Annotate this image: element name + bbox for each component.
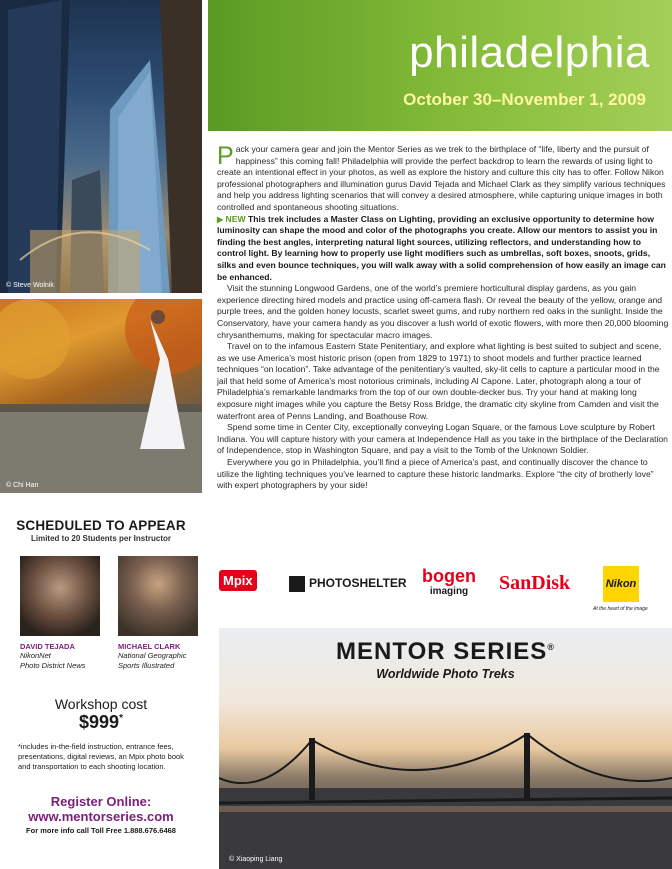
drop-cap: P	[217, 142, 234, 170]
schedule-heading: SCHEDULED TO APPEAR	[16, 518, 186, 533]
article-paragraph: Everywhere you go in Philadelphia, you’ll find a piece of America’s past, and continually discover the chance to utilize the lighting techniques you’ve learned to capture these historic landmarks. Explore “the city of brotherly love” with expert photographers by your side!	[217, 457, 654, 491]
nikon-tagline: At the heart of the image	[593, 606, 648, 612]
paragraph-text: This trek includes a Master Class on Lighting, providing an exclusive opportunity to determine how luminosity can shape the mood and color of the photographs you create. Allow our mentors to assist you in finding the best angles, interpreting natural light sources, utilizing reflectors, and understanding how to control light. By learning how to properly use light modifiers such as umbrellas, soft boxes, snoots, grids, silks and even bounce techniques, you will walk away with a solid comprehension of how easily an image can be enhanced.	[217, 213, 666, 282]
register-phone: For more info call Toll Free 1.888.676.6468	[26, 826, 176, 835]
article-paragraph: Spend some time in Center City, exceptionally conveying Logan Square, or the famous Love sculpture by Robert Indiana. You will capture history with your camera at Independence Hall as you take in the birthplace of the Declaration of Independence, stop in Washington Square, and pay a visit to the Tomb of the Unknown Soldier.	[217, 422, 668, 456]
mentor-series-photo	[219, 628, 672, 869]
instructor-name: DAVID TEJADA	[20, 642, 75, 651]
cost-section	[0, 696, 202, 733]
instructor-name: MICHAEL CLARK	[118, 642, 181, 651]
price-asterisk: *	[119, 713, 123, 724]
photoshelter-logo	[289, 576, 407, 592]
register-section	[0, 794, 202, 835]
mpix-logo: Mpix	[219, 570, 257, 591]
cost-label: Workshop cost	[54, 696, 148, 712]
instructor-photo	[118, 556, 198, 636]
instructor-photo	[20, 556, 100, 636]
price-value: $999	[79, 712, 120, 732]
instructor-affiliation: Sports Illustrated	[118, 661, 175, 670]
city-skyline-photo	[0, 0, 202, 293]
mentor-series-title	[219, 638, 672, 666]
article-body	[217, 144, 669, 492]
play-arrow-icon: ▶	[217, 214, 224, 224]
mentor-series-subtitle: Worldwide Photo Treks	[376, 667, 515, 681]
city-title: philadelphia	[409, 28, 650, 77]
sandisk-logo: SanDisk	[499, 572, 571, 594]
event-dates: October 30–November 1, 2009	[403, 90, 646, 109]
cost-fine-print: *includes in-the-field instruction, entrance fees, presentations, digital reviews, an Mpix photo book and transportation to each shooting location.	[18, 742, 184, 771]
sponsor-logos	[219, 562, 669, 618]
bogen-logo	[422, 568, 476, 600]
bride-photo	[0, 299, 202, 493]
new-badge: NEW	[225, 213, 246, 224]
article-paragraph: Visit the stunning Longwood Gardens, one of the world’s premiere horticultural display gardens, as you gain experience directing hired models and practice using off-camera flash. Or reveal the beauty of the yellow, orange and purple trees, and the golden honey locusts, scarlet sweet gums, and ruby northern red oaks in the sunlight. Inside the Conservatory, have your camera handy as you discover a lush world of exotic flowers, with more then 20,000 blooming chrysanthemums, making for spectacular macro images.	[217, 283, 669, 340]
article-paragraph-new	[217, 214, 669, 284]
nikon-logo: Nikon	[603, 566, 639, 602]
article-paragraph: Travel on to the infamous Eastern State Penitentiary, and explore what lighting is best suited to subject and scene, as we use America’s most historic prison (open from 1829 to 1971) to shoot models and further practice learned techniques “on location”. Take advantage of the penitentiary’s vaulted, sky-lit cells to capture a particular mood in the jail that held some of America’s most notorious criminals, including Al Capone. Later, photograph along a tour of Philadelphia’s remarkable landmarks from the top of our own double-decker bus. Try your hand at making long exposure night images while you capture the Betsy Ross Bridge, the dramatic city skyline from Camden and visit the waterfront area of Penns Landing, and Boathouse Row.	[217, 341, 662, 421]
instructor-card	[118, 556, 208, 671]
instructor-affiliation: National Geographic	[118, 651, 187, 660]
photoshelter-mark-icon	[289, 576, 305, 592]
header-banner	[208, 0, 672, 131]
register-label: Register Online:	[50, 794, 152, 809]
paragraph-text: ack your camera gear and join the Mentor Series as we trek to the birthplace of “life, liberty and the pursuit of happiness” this coming fall! Philadelphia will provide the perfect backdrop to learn the rewards of using light to create an intentional effect in your photos, as well as explore the history and culture this city has to offer. Follow Nikon professional photographers and illumination gurus David Tejada and Michael Clark as they simplify various techniques and help you address lighting scenarios that will convey a desired atmosphere, while capturing unique images in both controlled and spontaneous shooting situations.	[217, 144, 666, 212]
cost-price	[0, 712, 202, 733]
skyscraper-illustration	[0, 0, 202, 293]
instructor-affiliation: NikonNet	[20, 651, 51, 660]
schedule-limit: Limited to 20 Students per Instructor	[30, 534, 171, 543]
bride-illustration	[0, 299, 202, 493]
bogen-text: bogen	[422, 566, 476, 586]
left-column	[0, 0, 202, 869]
mentor-title-text: MENTOR SERIES	[336, 638, 548, 665]
photo-credit: © Chi Han	[6, 482, 39, 489]
registered-mark: ®	[547, 642, 555, 652]
register-url-link[interactable]: www.mentorseries.com	[28, 809, 174, 824]
article-paragraph	[217, 144, 669, 214]
photo-credit: © Xiaoping Liang	[229, 856, 283, 863]
instructor-affiliation: Photo District News	[20, 661, 86, 670]
schedule-section	[0, 518, 202, 543]
photo-credit: © Steve Wolnik	[6, 282, 54, 289]
bogen-subtext: imaging	[429, 586, 469, 597]
photoshelter-text: PHOTOSHELTER	[309, 576, 407, 591]
instructor-card	[20, 556, 110, 671]
